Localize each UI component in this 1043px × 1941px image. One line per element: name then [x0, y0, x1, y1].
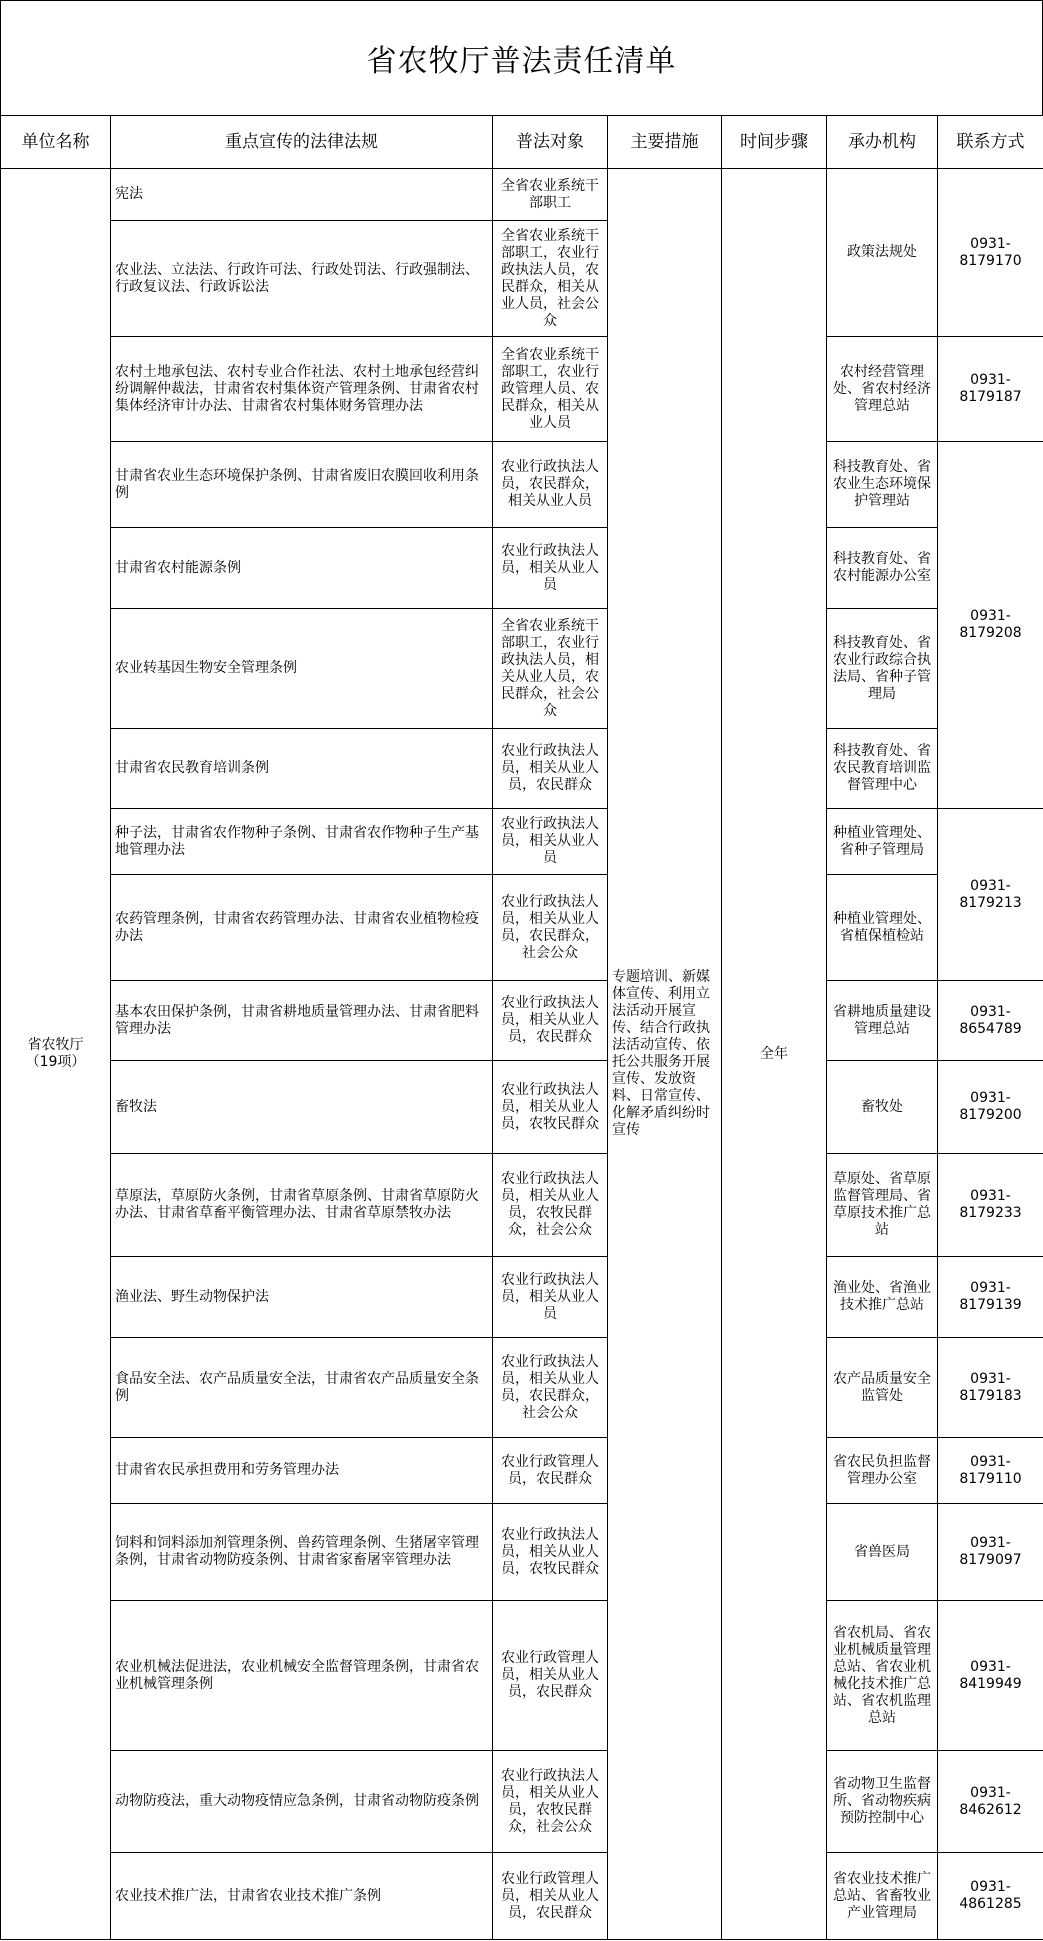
table-row — [1, 1438, 1043, 1504]
target-cell: 农业行政执法人员，相关从业人员，农牧民群众 — [493, 1061, 608, 1154]
org-cell: 科技教育处、省农业生态环境保护管理站 — [827, 442, 938, 528]
law-cell: 农业转基因生物安全管理条例 — [111, 609, 493, 729]
phone-cell: 0931-8419949 — [938, 1601, 1043, 1751]
phone-cell: 0931-8179187 — [938, 337, 1043, 442]
table-row — [1, 1601, 1043, 1751]
header-unit: 单位名称 — [1, 116, 111, 169]
law-cell: 农业技术推广法，甘肃省农业技术推广条例 — [111, 1853, 493, 1940]
phone-cell: 0931-4861285 — [938, 1853, 1043, 1940]
table-row — [1, 875, 1043, 981]
target-cell: 农业行政执法人员，相关从业人员，农民群众，社会公众 — [493, 1338, 608, 1438]
target-cell: 全省农业系统干部职工，农业行政执法人员，相关从业人员，农民群众，社会公众 — [493, 609, 608, 729]
phone-cell: 0931-8179200 — [938, 1061, 1043, 1154]
measures-cell: 专题培训、新媒体宣传、利用立法活动开展宣传、结合行政执法活动宣传、依托公共服务开展宣传、发放资料、日常宣传、化解矛盾纠纷时宣传 — [608, 169, 722, 1940]
org-cell: 渔业处、省渔业技术推广总站 — [827, 1257, 938, 1338]
org-cell: 畜牧处 — [827, 1061, 938, 1154]
law-cell: 渔业法、野生动物保护法 — [111, 1257, 493, 1338]
time-cell: 全年 — [722, 169, 827, 1940]
law-cell: 甘肃省农民承担费用和劳务管理办法 — [111, 1438, 493, 1504]
org-cell: 省农民负担监督管理办公室 — [827, 1438, 938, 1504]
law-cell: 基本农田保护条例，甘肃省耕地质量管理办法、甘肃省肥料管理办法 — [111, 981, 493, 1061]
law-cell: 甘肃省农民教育培训条例 — [111, 729, 493, 809]
law-cell: 农药管理条例，甘肃省农药管理办法、甘肃省农业植物检疫办法 — [111, 875, 493, 981]
law-cell: 饲料和饲料添加剂管理条例、兽药管理条例、生猪屠宰管理条例，甘肃省动物防疫条例、甘肃省家畜屠宰管理办法 — [111, 1504, 493, 1601]
unit-name: 省农牧厅 — [27, 1037, 84, 1053]
phone-cell: 0931-8179213 — [938, 809, 1043, 981]
header-measures: 主要措施 — [608, 116, 722, 169]
header-contact: 联系方式 — [938, 116, 1043, 169]
phone-cell: 0931-8179233 — [938, 1154, 1043, 1257]
phone-cell: 0931-8179170 — [938, 169, 1043, 337]
table-row — [1, 1751, 1043, 1853]
org-cell: 农村经营管理处、省农村经济管理总站 — [827, 337, 938, 442]
org-cell: 省农业技术推广总站、省畜牧业产业管理局 — [827, 1853, 938, 1940]
table-row — [1, 337, 1043, 442]
target-cell: 全省农业系统干部职工 — [493, 169, 608, 221]
target-cell: 农业行政执法人员，相关从业人员，农牧民群众 — [493, 1504, 608, 1601]
org-cell: 科技教育处、省农村能源办公室 — [827, 528, 938, 609]
target-cell: 农业行政执法人员，农民群众，相关从业人员 — [493, 442, 608, 528]
target-cell: 农业行政管理人员，相关从业人员，农民群众 — [493, 1601, 608, 1751]
table-row — [1, 528, 1043, 609]
target-cell: 农业行政执法人员，相关从业人员，农民群众 — [493, 729, 608, 809]
target-cell: 农业行政执法人员，相关从业人员，农民群众 — [493, 981, 608, 1061]
target-cell: 农业行政执法人员，相关从业人员，农牧民群众，社会公众 — [493, 1154, 608, 1257]
org-cell: 省兽医局 — [827, 1504, 938, 1601]
header-target: 普法对象 — [493, 116, 608, 169]
table-row — [1, 1853, 1043, 1940]
org-cell: 省耕地质量建设管理总站 — [827, 981, 938, 1061]
org-cell: 省动物卫生监督所、省动物疾病预防控制中心 — [827, 1751, 938, 1853]
target-cell: 农业行政执法人员，相关从业人员，农民群众，社会公众 — [493, 875, 608, 981]
org-cell: 省农机局、省农业机械质量管理总站、省农业机械化技术推广总站、省农机监理总站 — [827, 1601, 938, 1751]
phone-cell: 0931-8179110 — [938, 1438, 1043, 1504]
table-row — [1, 729, 1043, 809]
table-row — [1, 1061, 1043, 1154]
org-cell: 种植业管理处、省种子管理局 — [827, 809, 938, 875]
law-cell: 宪法 — [111, 169, 493, 221]
responsibility-table — [0, 115, 1043, 1940]
org-cell: 草原处、省草原监督管理局、省草原技术推广总站 — [827, 1154, 938, 1257]
target-cell: 农业行政管理人员，农民群众 — [493, 1438, 608, 1504]
law-cell: 农村土地承包法、农村专业合作社法、农村土地承包经营纠纷调解仲裁法，甘肃省农村集体资产管理条例、甘肃省农村集体经济审计办法、甘肃省农村集体财务管理办法 — [111, 337, 493, 442]
law-cell: 农业机械法促进法，农业机械安全监督管理条例，甘肃省农业机械管理条例 — [111, 1601, 493, 1751]
org-cell: 政策法规处 — [827, 169, 938, 337]
table-row — [1, 1257, 1043, 1338]
table-row — [1, 1154, 1043, 1257]
header-time: 时间步骤 — [722, 116, 827, 169]
table-row — [1, 1504, 1043, 1601]
phone-cell: 0931-8654789 — [938, 981, 1043, 1061]
org-cell: 科技教育处、省农民教育培训监督管理中心 — [827, 729, 938, 809]
table-row — [1, 1338, 1043, 1438]
org-cell: 农产品质量安全监管处 — [827, 1338, 938, 1438]
phone-cell: 0931-8179208 — [938, 442, 1043, 809]
document-title: 省农牧厅普法责任清单 — [366, 44, 677, 79]
table-row — [1, 169, 1043, 221]
target-cell: 全省农业系统干部职工，农业行政管理人员、农民群众，相关从业人员 — [493, 337, 608, 442]
law-cell: 甘肃省农村能源条例 — [111, 528, 493, 609]
header-laws: 重点宣传的法律法规 — [111, 116, 493, 169]
phone-cell: 0931-8462612 — [938, 1751, 1043, 1853]
law-cell: 农业法、立法法、行政许可法、行政处罚法、行政强制法、行政复议法、行政诉讼法 — [111, 221, 493, 337]
target-cell: 农业行政执法人员，相关从业人员 — [493, 528, 608, 609]
target-cell: 农业行政管理人员，相关从业人员，农民群众 — [493, 1853, 608, 1940]
phone-cell: 0931-8179097 — [938, 1504, 1043, 1601]
target-cell: 农业行政执法人员，相关从业人员 — [493, 1257, 608, 1338]
law-cell: 畜牧法 — [111, 1061, 493, 1154]
unit-count: （19项） — [25, 1054, 86, 1070]
table-row — [1, 442, 1043, 528]
title-box — [0, 0, 1043, 116]
law-cell: 草原法，草原防火条例，甘肃省草原条例、甘肃省草原防火办法、甘肃省草畜平衡管理办法、甘肃省草原禁牧办法 — [111, 1154, 493, 1257]
phone-cell: 0931-8179139 — [938, 1257, 1043, 1338]
law-cell: 动物防疫法，重大动物疫情应急条例，甘肃省动物防疫条例 — [111, 1751, 493, 1853]
table-row — [1, 609, 1043, 729]
target-cell: 全省农业系统干部职工，农业行政执法人员，农民群众，相关从业人员，社会公众 — [493, 221, 608, 337]
header-row — [1, 116, 1043, 169]
table-row — [1, 809, 1043, 875]
target-cell: 农业行政执法人员，相关从业人员 — [493, 809, 608, 875]
law-cell: 食品安全法、农产品质量安全法，甘肃省农产品质量安全条例 — [111, 1338, 493, 1438]
law-cell: 种子法，甘肃省农作物种子条例、甘肃省农作物种子生产基地管理办法 — [111, 809, 493, 875]
header-org: 承办机构 — [827, 116, 938, 169]
target-cell: 农业行政执法人员，相关从业人员，农牧民群众，社会公众 — [493, 1751, 608, 1853]
table-row — [1, 981, 1043, 1061]
unit-cell — [1, 169, 111, 1940]
law-cell: 甘肃省农业生态环境保护条例、甘肃省废旧农膜回收利用条例 — [111, 442, 493, 528]
org-cell: 科技教育处、省农业行政综合执法局、省种子管理局 — [827, 609, 938, 729]
phone-cell: 0931-8179183 — [938, 1338, 1043, 1438]
org-cell: 种植业管理处、省植保植检站 — [827, 875, 938, 981]
